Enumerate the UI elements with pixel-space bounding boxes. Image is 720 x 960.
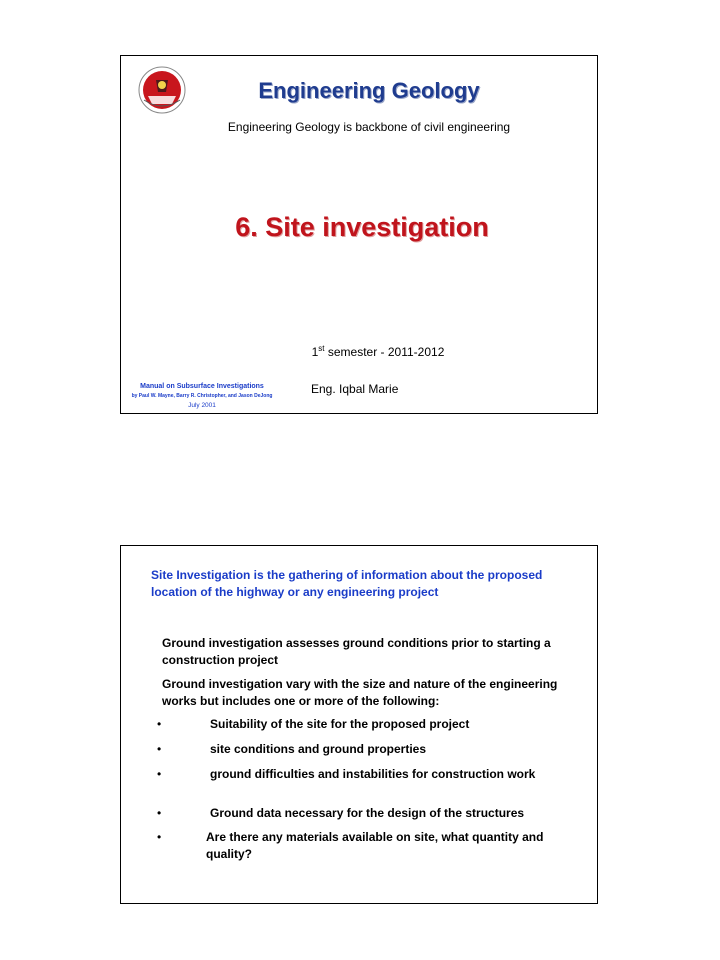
list-item-text: ground difficulties and instabilities for construction work	[210, 767, 536, 781]
presentation-title: Engineering Geology	[258, 78, 480, 103]
paragraph: Ground investigation vary with the size and nature of the engineering works but includes one or more of the following:	[162, 677, 558, 708]
semester-number: 1	[311, 345, 319, 359]
semester-ordinal: st	[318, 344, 325, 353]
semester-years: semester - 2011-2012	[324, 345, 445, 359]
lecture-topic: 6. Site investigation	[235, 212, 489, 242]
list-item-text: Suitability of the site for the proposed project	[210, 717, 470, 731]
reference-title: Manual on Subsurface Investigations	[140, 383, 264, 390]
reference-authors: by Paul W. Mayne, Barry R. Christopher, and Jason DeJong	[131, 392, 273, 399]
definition-text: Site Investigation is the gathering of information about the proposed location of the highway or any engineering project	[151, 568, 543, 599]
presentation-subtitle: Engineering Geology is backbone of civil engineering	[227, 120, 511, 134]
bullet-icon: •	[157, 742, 162, 756]
author-name: Eng. Iqbal Marie	[311, 382, 399, 396]
bullet-icon: •	[157, 830, 162, 844]
reference-block	[121, 382, 283, 411]
slide-title	[120, 55, 598, 414]
bullet-icon: •	[157, 767, 162, 781]
bullet-icon: •	[157, 806, 162, 820]
slide-content	[120, 545, 598, 904]
bullet-icon: •	[157, 717, 162, 731]
list-item-text: site conditions and ground properties	[210, 742, 427, 756]
reference-date: July 2001	[188, 401, 216, 409]
paragraph: Ground investigation assesses ground conditions prior to starting a construction project	[162, 636, 551, 667]
semester-label	[121, 344, 597, 359]
list-item-text: Ground data necessary for the design of the structures	[210, 806, 525, 820]
list-item-text: Are there any materials available on site, what quantity and quality?	[206, 830, 544, 861]
